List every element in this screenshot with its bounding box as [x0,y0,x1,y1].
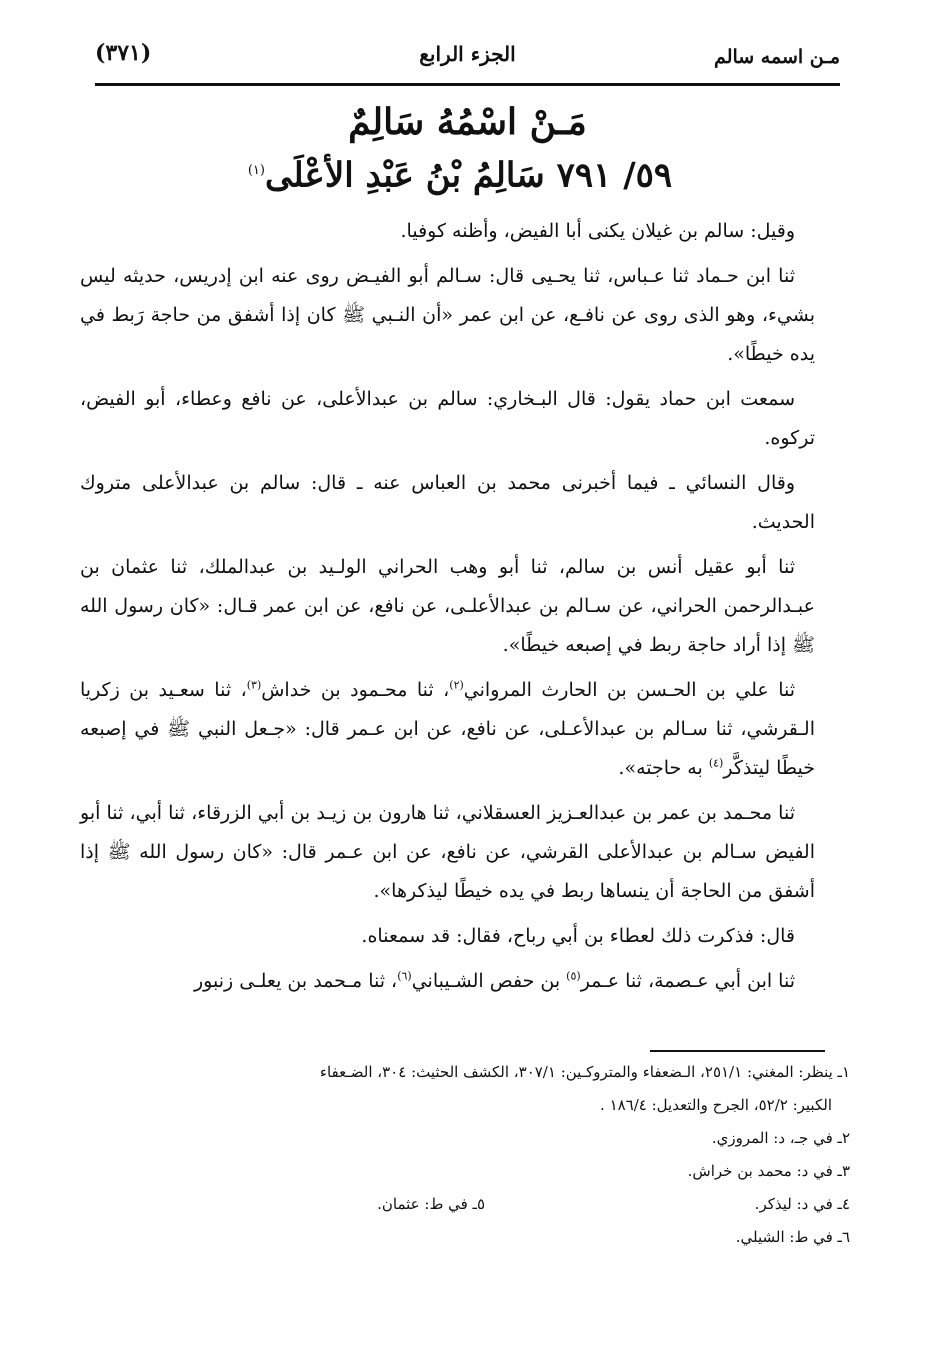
footnote-6: ٦ـ في ط: الشيلي. [735,1228,850,1246]
paragraph: وقال النسائي ـ فيما أخبرنى محمد بن العباس عنه ـ قال: سالم بن عبدالأعلى متروك الحديث. [80,472,815,533]
paragraph [80,962,815,1001]
paragraph: ثنا أبو عقيل أنس بن سالم، ثنا أبو وهب الحراني الولـيد بن عبدالملك، ثنا عثمان بن عبـدالرحمن الحراني، عن سـالم بن عبدالأعلـى، عن نافع، عن ابن عمر قـال: «كان رسول الله ﷺ إذا أراد حاجة ربط في إصبعه خيطًا». [80,556,815,656]
paragraph: ثنا محـمد بن عمر بن عبدالعـزيز العسقلاني، ثنا هارون بن زيـد بن أبي الزرقاء، ثنا أبي، ثنا أبو الفيض سـالم بن عبدالأعلى القرشي، عن نافع، عن ابن عـمر قال: «كان رسول الله ﷺ إذا أشفق من الحاجة أن ينساها ربط في يده خيطًا ليذكرها». [80,802,815,902]
running-header [95,38,840,82]
footnote-ref: (٢) [449,678,464,692]
page-number: (٣٧١) [95,40,152,66]
footnote-1-continued: الكبير: ٥٢/٢، الجرح والتعديل: ١٨٦/٤ . [600,1096,832,1114]
text-run: به حاجته». [618,757,709,779]
footnote-separator [650,1050,825,1052]
footnote-ref: (٣) [246,678,262,692]
footnote-row [80,1188,850,1221]
footnote-5: ٥ـ في ط: عثمان. [377,1195,485,1213]
section-title: مـن اسمه سالم [714,46,840,68]
text-run: ، ثنا سعـيد بن زكريا الـقرشي، ثنا سـالم بن عبدالأعـلى، عن نافع، عن ابن عـمر قال: «جـعل النبي ﷺ في إصبعه خيطًا ليتذكَّر [80,679,815,779]
entry-heading-text: ٥٩/ ٧٩١ سَالِمُ بْنُ عَبْدِ الأعْلَى [264,155,673,196]
volume-part: الجزء الرابع [419,42,516,66]
paragraph: ثنا ابن حـماد ثنا عـباس، ثنا يحـيى قال: سـالم أبو الفيـض روى عنه ابن إدريس، حديثه ليس بشيء، وهو الذى روى عن نافـع، عن ابن عمر «أن النـبي ﷺ كان إذا أشفق من حاجة رَبط في يده خيطًا». [80,265,815,365]
text-run: بن حفص الشـيباني [411,970,567,992]
paragraph: وقيل: سالم بن غيلان يكنى أبا الفيض، وأظنه كوفيا. [400,220,795,242]
entry-heading [95,148,825,198]
paragraph: سمعت ابن حماد يقول: قال البـخاري: سالم بن عبدالأعلى، عن نافع وعطاء، أبو الفيض، تركوه. [80,388,815,449]
footnote-1: ١ـ ينظر: المغني: ٢٥١/١، الـضعفاء والمتروكـين: ٣٠٧/١، الكشف الحثيث: ٣٠٤، الضـعفاء [319,1063,850,1081]
footnote-4: ٤ـ في د: ليذكر. [754,1195,850,1213]
footnote-ref: (٦) [397,969,412,983]
footnote-ref: (٤) [708,756,724,770]
paragraph: قال: فذكرت ذلك لعطاء بن أبي رباح، فقال: قد سمعناه. [361,925,795,947]
text-run: ، ثنا مـحمد بن يعلـى زنبور [193,970,398,992]
text-run: ثنا علي بن الحـسن بن الحارث المرواني [463,679,796,701]
footnote-2: ٢ـ في جـ، د: المروزي. [711,1129,850,1147]
body-text [80,212,815,1001]
paragraph [80,671,815,788]
footnotes [80,1056,850,1254]
text-run: ، ثنا محـمود بن خداش [261,679,450,701]
footnote-3: ٣ـ في د: محمد بن خراش. [687,1162,850,1180]
header-rule [95,83,840,86]
chapter-title: مَـنْ اسْمُهُ سَالِمٌ [348,101,587,143]
footnote-ref: (١) [247,163,265,178]
footnote-ref: (٥) [566,969,581,983]
text-run: ثنا ابن أبي عـصمة، ثنا عـمر [580,970,795,992]
